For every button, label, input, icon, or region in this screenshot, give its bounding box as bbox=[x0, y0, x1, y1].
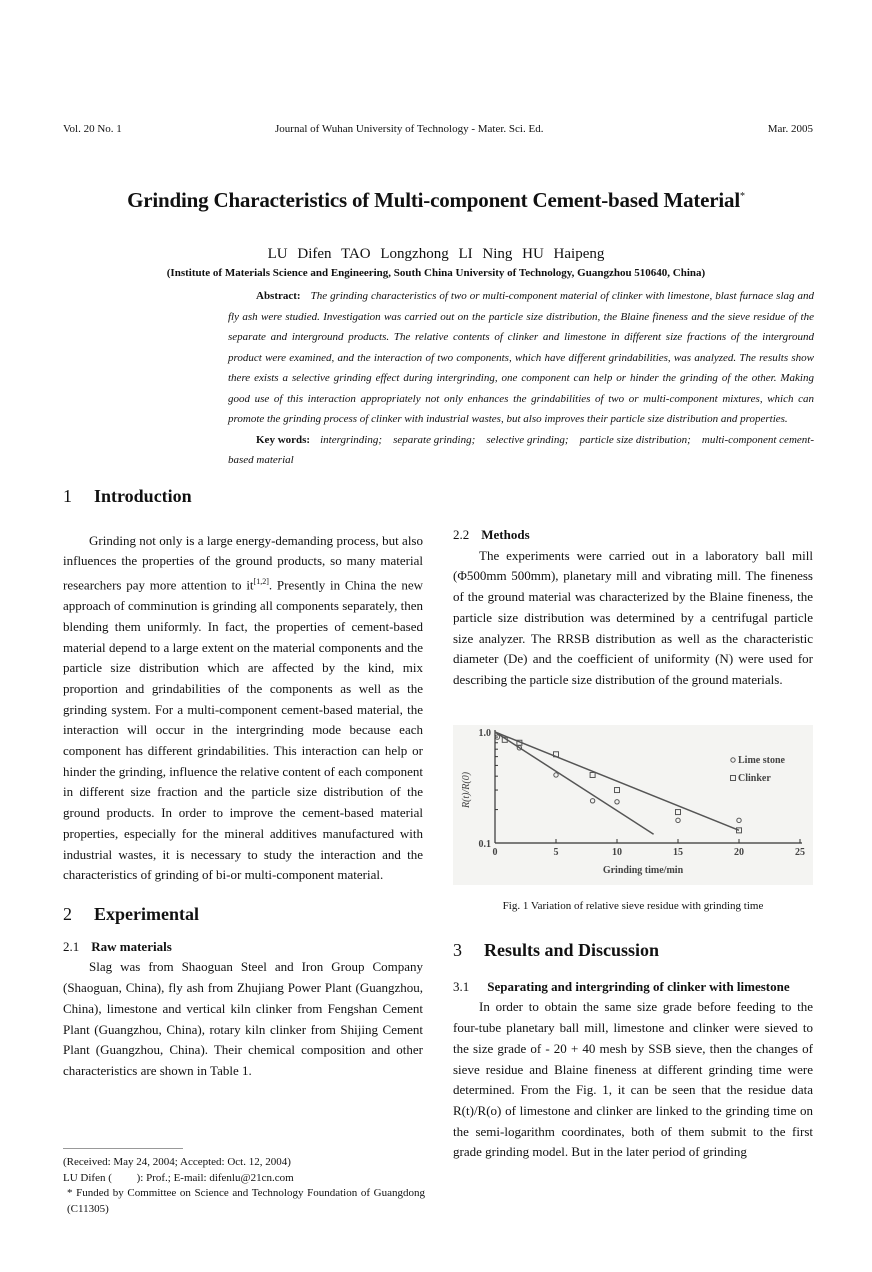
funding-note: * Funded by Committee on Science and Technology Foundation of Guangdong (C11305) bbox=[67, 1187, 425, 1215]
text: Grinding not only is a large energy-demanding process, but also influences the properties of the ground products, so many material researchers pay more attention to it bbox=[63, 532, 423, 593]
figure-1-chart bbox=[453, 725, 813, 885]
right-column-lower bbox=[453, 940, 813, 1163]
intro-paragraph bbox=[63, 531, 423, 886]
section-title: Experimental bbox=[94, 903, 199, 924]
subsection-number: 2.2 bbox=[453, 527, 470, 542]
x-tick-label: 10 bbox=[612, 847, 622, 858]
paper-title bbox=[0, 188, 872, 213]
citation: [1,2] bbox=[253, 577, 269, 587]
section-3-heading bbox=[453, 940, 813, 961]
section-2-heading bbox=[63, 904, 423, 925]
keywords-label: Key words: bbox=[256, 433, 311, 446]
x-tick-label: 25 bbox=[795, 847, 805, 858]
right-column bbox=[453, 484, 813, 691]
legend-clinker: Clinker bbox=[738, 773, 771, 784]
header-date: Mar. 2005 bbox=[767, 123, 813, 135]
footnotes bbox=[63, 1155, 425, 1217]
subsection-2-1-heading bbox=[63, 937, 423, 958]
left-column bbox=[63, 486, 423, 1081]
abstract-text: The grinding characteristics of two or multi-component material of clinker with limestone, blast furnace slag and fly ash were studied. Investigation was carried out on the particle size distribution, the Blaine fineness and the sieve residue of the separate and interground products. The relative contents of clinker and limestone in different size fractions of the interground product were examined, and the interaction of two components, which have different grindabilities, was analyzed. The results show there exists a selective grinding effect during intergrinding, one component can help or hinder the grinding of the other. Making good use of this interaction appropriately not only enhances the grindabilities of two or multi-component mixtures, which can promote the grinding process of clinker with industrial wastes, but also improves their particle size distribution and properties. bbox=[228, 290, 814, 425]
figure-caption: Fig. 1 Variation of relative sieve residue with grinding time bbox=[502, 900, 764, 912]
title-text: Grinding Characteristics of Multi-component Cement-based Material bbox=[127, 188, 740, 212]
subsection-title: Raw materials bbox=[91, 938, 172, 954]
author-note: LU Difen ( ): Prof.; E-mail: difenlu@21cn.com bbox=[63, 1171, 294, 1184]
header-volume: Vol. 20 No. 1 bbox=[63, 123, 122, 135]
x-tick-label: 0 bbox=[492, 847, 498, 858]
affiliation: (Institute of Materials Science and Engineering, South China University of Technology, Guangzhou 510640, China) bbox=[166, 267, 706, 279]
subsection-number: 2.1 bbox=[63, 938, 80, 954]
x-axis-label: Grinding time/min bbox=[602, 865, 684, 876]
section-number: 2 bbox=[63, 903, 72, 924]
x-tick-label: 15 bbox=[673, 847, 683, 858]
x-tick-label: 20 bbox=[734, 847, 744, 858]
subsection-number: 3.1 bbox=[453, 978, 470, 994]
chart-background bbox=[453, 725, 813, 885]
y-tick-label: 1.0 bbox=[478, 728, 491, 739]
legend-limestone: Lime stone bbox=[738, 755, 785, 766]
raw-materials-paragraph: Slag was from Shaoguan Steel and Iron Group Company (Shaoguan, China), fly ash from Zhujiang Power Plant (Guangzhou, China), limestone and vertical kiln clinker from Fengshan Cement Plant (Guangzhou, China), rotary kiln clinker from Shijing Cement Plant (Guangzhou, China). Their chemical composition and other characteristics are shown in Table 1. bbox=[63, 959, 423, 1078]
header-journal: Journal of Wuhan University of Technology - Mater. Sci. Ed. bbox=[275, 123, 544, 135]
methods-paragraph: The experiments were carried out in a laboratory ball mill (Φ500mm 500mm), planetary mill and vibrating mill. The fineness of the ground material was characterized by the Blaine fineness, the particle size distribution was determined by a centrifugal particle size analyzer. The RRSB distribution as well as the characteristic diameter (De) and the coefficient of uniformity (N) were used for describing the particle size distribution of the ground materials. bbox=[453, 547, 813, 687]
title-footnote-mark: * bbox=[740, 191, 745, 202]
raw-materials-continued bbox=[453, 484, 813, 525]
keywords-text: intergrinding; separate grinding; selective grinding; particle size distribution; multi-component cement-based material bbox=[228, 433, 814, 466]
text: . Presently in China the new approach of comminution is grinding all components separately, then blending them uniformly. In fact, the properties of cement-based material depend to a large extent on the material components and the particle size distribution which are affected by the kind, mix proportion and grindabilities of the components as well as the grinding system. For a multi-component cement-based material, the interaction will occur in the intergrinding mode because each component has different grindabilities. This interaction can help or hinder the grinding, influence the relative content of each component in different size fraction and the particle size distribution of the ground products. In order to improve the cement-based material properties, especially for the mineral additives manufactured with industrial wastes, it is necessary to study the interaction and the characteristics of grinding of bi-or multi-component material. bbox=[63, 577, 423, 883]
subsection-3-1-heading bbox=[453, 977, 813, 998]
x-tick-label: 5 bbox=[553, 847, 559, 858]
abstract-label: Abstract: bbox=[256, 290, 301, 302]
subsection-2-2-heading bbox=[453, 525, 813, 546]
y-tick-label: 0.1 bbox=[478, 839, 491, 850]
section-number: 1 bbox=[63, 486, 72, 506]
subsection-title: Separating and intergrinding of clinker with limestone bbox=[487, 978, 790, 994]
y-axis-label: R(t)/R(0) bbox=[461, 771, 472, 809]
section-title: Results and Discussion bbox=[484, 940, 660, 960]
subsection-title: Methods bbox=[481, 527, 530, 542]
section-1-heading bbox=[63, 486, 423, 507]
authors: LU Difen TAO Longzhong LI Ning HU Haipeng bbox=[267, 246, 605, 262]
section-title: Introduction bbox=[94, 486, 192, 506]
section-number: 3 bbox=[453, 940, 462, 960]
footnote-rule bbox=[63, 1148, 183, 1149]
abstract bbox=[228, 286, 814, 471]
results-paragraph: In order to obtain the same size grade before feeding to the four-tube planetary ball mill, limestone and clinker were sieved to the size grade of - 20 + 40 mesh by SSB sieve, then the changes of sieve residue and Blaine fineness at different grinding time were determined. From the Fig. 1, it can be seen that the residue data R(t)/R(o) of limestone and clinker are linked to the grinding time on the semi-logarithm coordinates, both of them submit to the first grade grinding model. But in the later period of grinding bbox=[453, 999, 813, 1160]
received-date: (Received: May 24, 2004; Accepted: Oct. 12, 2004) bbox=[63, 1156, 291, 1168]
